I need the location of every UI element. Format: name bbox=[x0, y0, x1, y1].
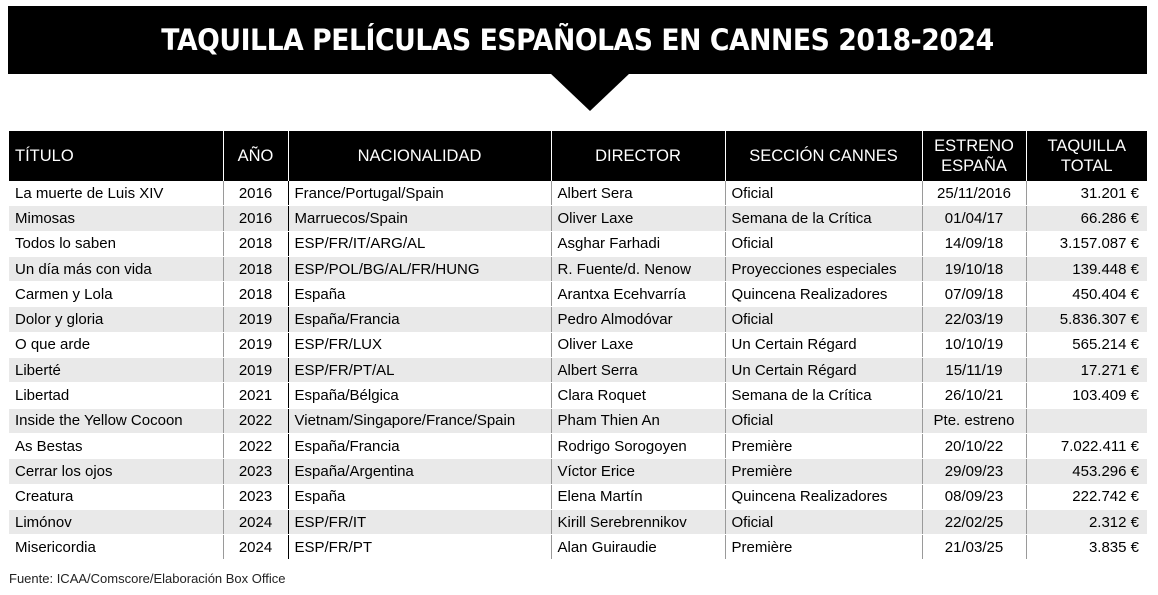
cell-anio: 2022 bbox=[223, 433, 288, 458]
table-row bbox=[9, 433, 1147, 458]
table-row bbox=[9, 256, 1147, 281]
table-row bbox=[9, 535, 1147, 560]
cell-seccion: Oficial bbox=[725, 181, 922, 206]
cell-taquilla: 7.022.411 € bbox=[1026, 433, 1147, 458]
header-anio: AÑO bbox=[223, 131, 288, 181]
cell-nacionalidad: ESP/FR/IT/ARG/AL bbox=[288, 231, 551, 256]
cell-anio: 2018 bbox=[223, 231, 288, 256]
cell-estreno: 25/11/2016 bbox=[922, 181, 1026, 206]
cell-taquilla: 3.835 € bbox=[1026, 535, 1147, 560]
cell-nacionalidad: España bbox=[288, 282, 551, 307]
cell-taquilla: 139.448 € bbox=[1026, 256, 1147, 281]
cell-taquilla: 66.286 € bbox=[1026, 206, 1147, 231]
cell-nacionalidad: ESP/FR/LUX bbox=[288, 332, 551, 357]
table-row bbox=[9, 358, 1147, 383]
cell-anio: 2024 bbox=[223, 509, 288, 534]
cell-director: Asghar Farhadi bbox=[551, 231, 725, 256]
cell-seccion: Oficial bbox=[725, 509, 922, 534]
cell-anio: 2019 bbox=[223, 358, 288, 383]
table-row bbox=[9, 509, 1147, 534]
cell-seccion: Oficial bbox=[725, 231, 922, 256]
cell-titulo: Cerrar los ojos bbox=[9, 459, 223, 484]
title-banner bbox=[8, 6, 1147, 74]
table-row bbox=[9, 484, 1147, 509]
cell-taquilla: 450.404 € bbox=[1026, 282, 1147, 307]
cell-nacionalidad: España bbox=[288, 484, 551, 509]
cell-titulo: Liberté bbox=[9, 358, 223, 383]
cell-taquilla: 222.742 € bbox=[1026, 484, 1147, 509]
cell-director: Pedro Almodóvar bbox=[551, 307, 725, 332]
cell-director: Pham Thien An bbox=[551, 408, 725, 433]
cell-nacionalidad: ESP/FR/IT bbox=[288, 509, 551, 534]
cell-titulo: Carmen y Lola bbox=[9, 282, 223, 307]
cell-director: Rodrigo Sorogoyen bbox=[551, 433, 725, 458]
cell-estreno: Pte. estreno bbox=[922, 408, 1026, 433]
cell-director: Clara Roquet bbox=[551, 383, 725, 408]
cell-anio: 2022 bbox=[223, 408, 288, 433]
cell-titulo: Inside the Yellow Cocoon bbox=[9, 408, 223, 433]
cell-anio: 2016 bbox=[223, 181, 288, 206]
table-row bbox=[9, 282, 1147, 307]
cell-seccion: Quincena Realizadores bbox=[725, 484, 922, 509]
cell-director: Elena Martín bbox=[551, 484, 725, 509]
cell-anio: 2023 bbox=[223, 459, 288, 484]
cell-taquilla: 453.296 € bbox=[1026, 459, 1147, 484]
cell-titulo: O que arde bbox=[9, 332, 223, 357]
page-title: TAQUILLA PELÍCULAS ESPAÑOLAS EN CANNES 2018-2024 bbox=[161, 23, 994, 57]
cell-nacionalidad: France/Portugal/Spain bbox=[288, 181, 551, 206]
header-director: DIRECTOR bbox=[551, 131, 725, 181]
cell-director: Arantxa Ecehvarría bbox=[551, 282, 725, 307]
cell-titulo: Limónov bbox=[9, 509, 223, 534]
cell-taquilla: 103.409 € bbox=[1026, 383, 1147, 408]
header-estreno: ESTRENO ESPAÑA bbox=[922, 131, 1026, 181]
cell-nacionalidad: España/Bélgica bbox=[288, 383, 551, 408]
table-row bbox=[9, 307, 1147, 332]
table-row bbox=[9, 459, 1147, 484]
cell-anio: 2018 bbox=[223, 256, 288, 281]
cell-seccion: Première bbox=[725, 459, 922, 484]
cell-anio: 2021 bbox=[223, 383, 288, 408]
cell-anio: 2024 bbox=[223, 535, 288, 560]
cell-nacionalidad: España/Francia bbox=[288, 433, 551, 458]
cell-taquilla: 5.836.307 € bbox=[1026, 307, 1147, 332]
cell-titulo: Todos lo saben bbox=[9, 231, 223, 256]
cell-taquilla: 31.201 € bbox=[1026, 181, 1147, 206]
table-row bbox=[9, 332, 1147, 357]
cell-seccion: Un Certain Régard bbox=[725, 358, 922, 383]
cell-taquilla bbox=[1026, 408, 1147, 433]
cell-estreno: 22/02/25 bbox=[922, 509, 1026, 534]
cell-titulo: Mimosas bbox=[9, 206, 223, 231]
cell-director: R. Fuente/d. Nenow bbox=[551, 256, 725, 281]
cell-anio: 2023 bbox=[223, 484, 288, 509]
cell-estreno: 10/10/19 bbox=[922, 332, 1026, 357]
cell-nacionalidad: Marruecos/Spain bbox=[288, 206, 551, 231]
cell-director: Oliver Laxe bbox=[551, 206, 725, 231]
cell-seccion: Oficial bbox=[725, 307, 922, 332]
cell-titulo: Creatura bbox=[9, 484, 223, 509]
cell-nacionalidad: ESP/FR/PT/AL bbox=[288, 358, 551, 383]
table-row bbox=[9, 408, 1147, 433]
cell-seccion: Oficial bbox=[725, 408, 922, 433]
cell-estreno: 19/10/18 bbox=[922, 256, 1026, 281]
cell-estreno: 01/04/17 bbox=[922, 206, 1026, 231]
cell-estreno: 07/09/18 bbox=[922, 282, 1026, 307]
cell-nacionalidad: España/Argentina bbox=[288, 459, 551, 484]
cell-director: Albert Sera bbox=[551, 181, 725, 206]
cell-nacionalidad: España/Francia bbox=[288, 307, 551, 332]
banner-arrow bbox=[550, 73, 630, 111]
cell-anio: 2019 bbox=[223, 332, 288, 357]
cell-titulo: Dolor y gloria bbox=[9, 307, 223, 332]
cell-taquilla: 3.157.087 € bbox=[1026, 231, 1147, 256]
cell-titulo: Un día más con vida bbox=[9, 256, 223, 281]
cell-taquilla: 2.312 € bbox=[1026, 509, 1147, 534]
cell-seccion: Proyecciones especiales bbox=[725, 256, 922, 281]
table-row bbox=[9, 231, 1147, 256]
cell-estreno: 14/09/18 bbox=[922, 231, 1026, 256]
header-nacionalidad: NACIONALIDAD bbox=[288, 131, 551, 181]
source-note: Fuente: ICAA/Comscore/Elaboración Box Office bbox=[9, 571, 286, 586]
cell-anio: 2019 bbox=[223, 307, 288, 332]
cell-estreno: 15/11/19 bbox=[922, 358, 1026, 383]
cell-titulo: Libertad bbox=[9, 383, 223, 408]
cell-estreno: 21/03/25 bbox=[922, 535, 1026, 560]
cell-director: Kirill Serebrennikov bbox=[551, 509, 725, 534]
cell-nacionalidad: ESP/FR/PT bbox=[288, 535, 551, 560]
table-row bbox=[9, 383, 1147, 408]
cell-estreno: 20/10/22 bbox=[922, 433, 1026, 458]
cell-estreno: 08/09/23 bbox=[922, 484, 1026, 509]
cell-taquilla: 17.271 € bbox=[1026, 358, 1147, 383]
cell-seccion: Un Certain Régard bbox=[725, 332, 922, 357]
cell-seccion: Première bbox=[725, 535, 922, 560]
cell-estreno: 29/09/23 bbox=[922, 459, 1026, 484]
table-row bbox=[9, 206, 1147, 231]
cell-director: Alan Guiraudie bbox=[551, 535, 725, 560]
table-row bbox=[9, 181, 1147, 206]
cell-director: Albert Serra bbox=[551, 358, 725, 383]
cell-anio: 2016 bbox=[223, 206, 288, 231]
cell-director: Oliver Laxe bbox=[551, 332, 725, 357]
header-taquilla: TAQUILLA TOTAL bbox=[1026, 131, 1147, 181]
cell-seccion: Semana de la Crítica bbox=[725, 383, 922, 408]
cell-titulo: La muerte de Luis XIV bbox=[9, 181, 223, 206]
cell-taquilla: 565.214 € bbox=[1026, 332, 1147, 357]
cell-anio: 2018 bbox=[223, 282, 288, 307]
header-seccion: SECCIÓN CANNES bbox=[725, 131, 922, 181]
cell-seccion: Première bbox=[725, 433, 922, 458]
cell-nacionalidad: ESP/POL/BG/AL/FR/HUNG bbox=[288, 256, 551, 281]
cell-seccion: Quincena Realizadores bbox=[725, 282, 922, 307]
cell-titulo: As Bestas bbox=[9, 433, 223, 458]
cell-nacionalidad: Vietnam/Singapore/France/Spain bbox=[288, 408, 551, 433]
cell-estreno: 26/10/21 bbox=[922, 383, 1026, 408]
cell-director: Víctor Erice bbox=[551, 459, 725, 484]
header-titulo: TÍTULO bbox=[9, 131, 223, 181]
cell-seccion: Semana de la Crítica bbox=[725, 206, 922, 231]
cell-estreno: 22/03/19 bbox=[922, 307, 1026, 332]
cell-titulo: Misericordia bbox=[9, 535, 223, 560]
table-header-row bbox=[9, 131, 1147, 181]
box-office-table bbox=[9, 131, 1147, 560]
